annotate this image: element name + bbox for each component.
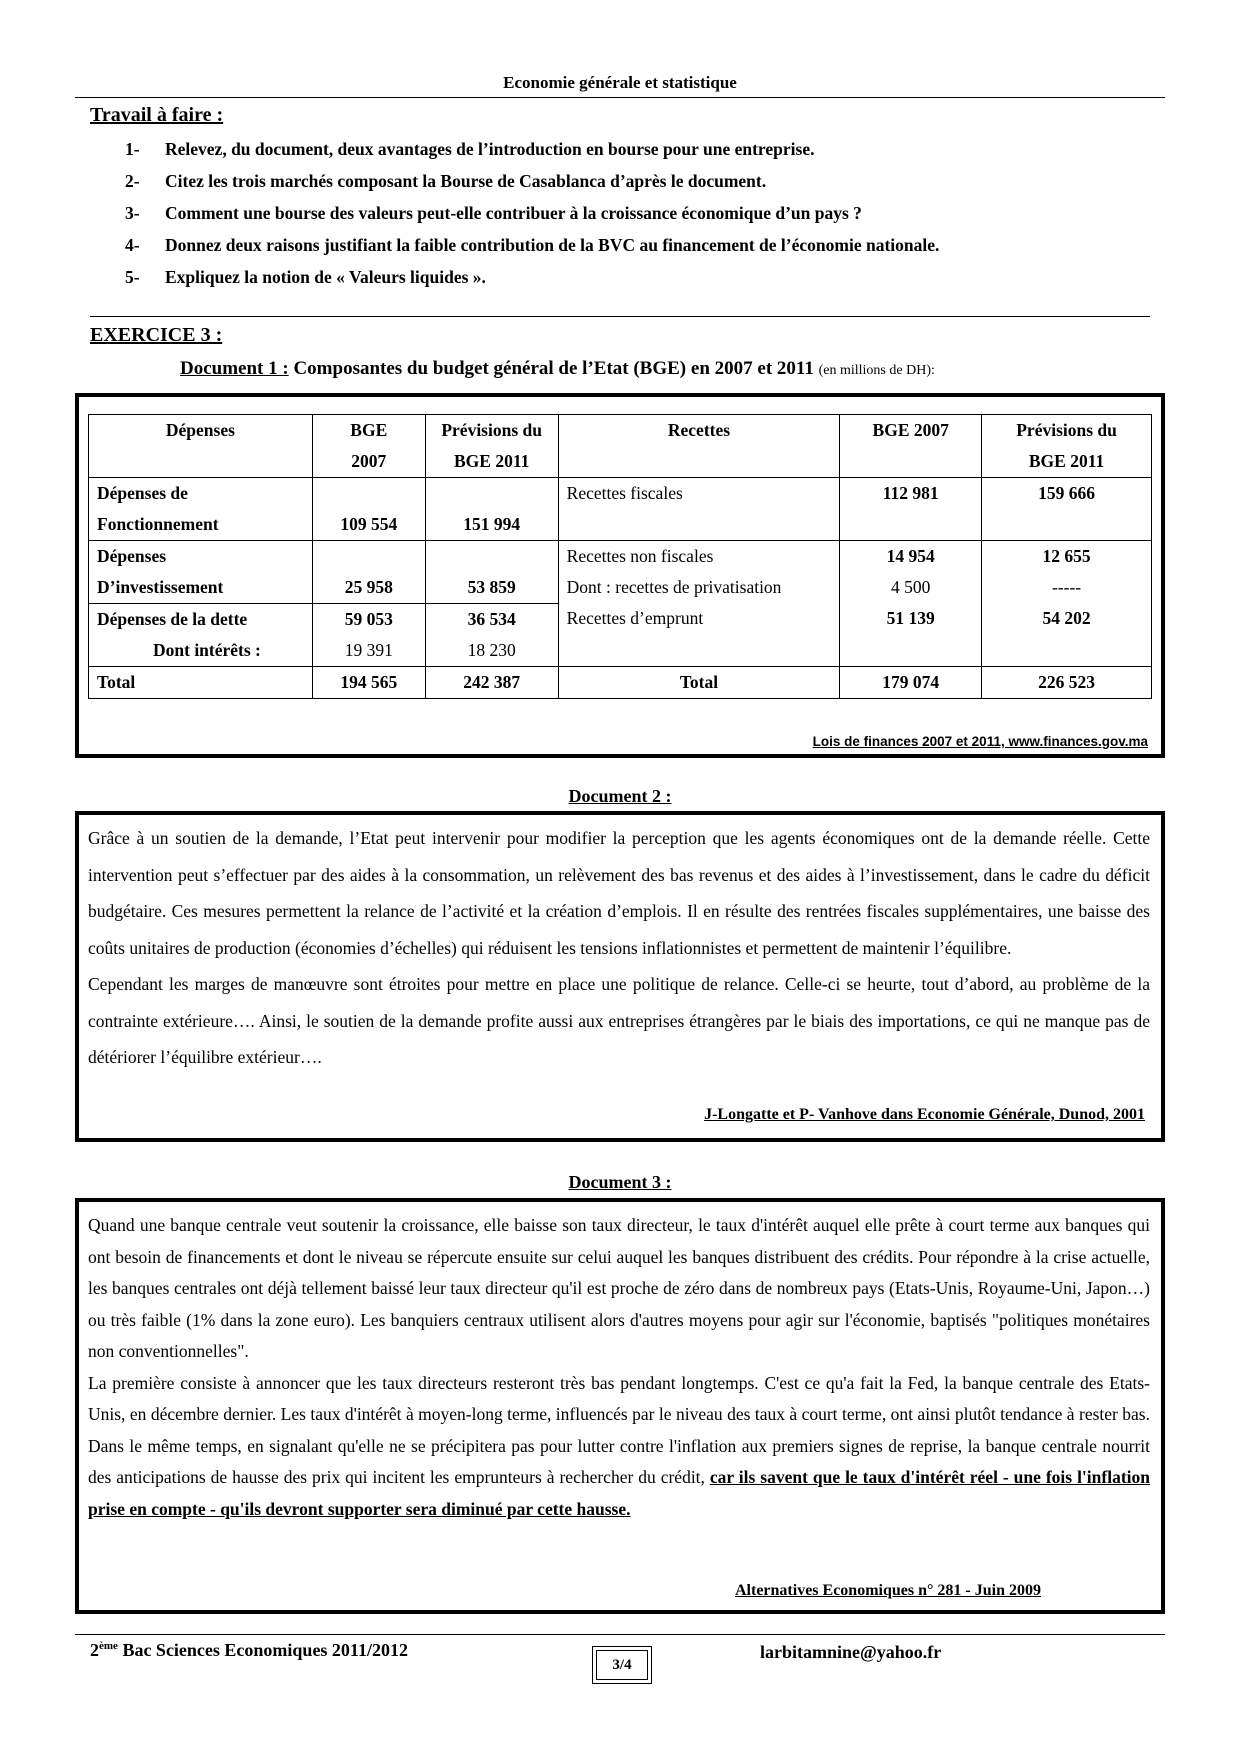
footer-grade: 2ème Bac Sciences Economiques 2011/2012	[90, 1640, 408, 1660]
task-item: 2- Citez les trois marchés composant la Bourse de Casablanca d’après le document.	[125, 171, 767, 191]
doc2-body	[88, 820, 1150, 1076]
header-r-prev2011: Prévisions du BGE 2011	[982, 415, 1152, 478]
recettes-nonfiscales-group: Recettes non fiscales Dont : recettes de privatisation Recettes d’emprunt	[558, 541, 840, 667]
exercice-title: EXERCICE 3 :	[90, 324, 223, 346]
header-r-bge2007: BGE 2007	[840, 415, 982, 478]
table-header-row	[89, 415, 1152, 478]
footer-email: larbitamnine@yahoo.fr	[760, 1642, 942, 1662]
doc2-title: Document 2 :	[568, 786, 672, 806]
budget-table	[88, 414, 1152, 699]
doc3-body	[88, 1210, 1150, 1525]
task-item: 5- Expliquez la notion de « Valeurs liquides ».	[125, 267, 486, 287]
row-label-investissement: Dépenses D’investissement	[89, 541, 313, 604]
page-number: 3/4	[592, 1646, 652, 1684]
footer-divider	[75, 1634, 1165, 1635]
task-list	[125, 133, 1165, 293]
cell-value: 36 534 18 230	[425, 604, 558, 667]
cell-value: 226 523	[982, 667, 1152, 699]
cell-value: 194 565	[312, 667, 425, 699]
recettes-2007-group: 14 954 4 500 51 139	[840, 541, 982, 667]
cell-value: 59 053 19 391	[312, 604, 425, 667]
header-recettes: Recettes	[558, 415, 840, 478]
doc1-source: Lois de finances 2007 et 2011, www.finances.gov.ma	[812, 734, 1148, 749]
doc3-source: Alternatives Economiques n° 281 - Juin 2009	[735, 1582, 1041, 1599]
page-header-title: Economie générale et statistique	[503, 73, 737, 92]
task-item: 1- Relevez, du document, deux avantages de l’introduction en bourse pour une entreprise.	[125, 139, 815, 159]
recettes-2011-group: 12 655 ----- 54 202	[982, 541, 1152, 667]
section-divider	[90, 316, 1150, 317]
row-label-recettes-fiscales: Recettes fiscales	[558, 478, 840, 541]
task-item: 4- Donnez deux raisons justifiant la faible contribution de la BVC au financement de l’économie nationale.	[125, 235, 940, 255]
table-total-row	[89, 667, 1152, 699]
header-depenses: Dépenses	[89, 415, 313, 478]
row-label-dette: Dépenses de la dette Dont intérêts :	[89, 604, 313, 667]
doc2-paragraph: Grâce à un soutien de la demande, l’Etat peut intervenir pour modifier la perception que les agents économiques ont de la demande réelle. Cette intervention peut s’effectuer par des aides à la consommation, un relèvement des bas revenus et des aides à l’investissement, dans le cadre du déficit budgétaire. Ces mesures permettent la relance de l’activité et la création d’emplois. Il en résulte des rentrées fiscales supplémentaires, une baisse des coûts unitaires de production (économies d’échelles) qui réduisent les tensions inflationnistes et permettent de maintenir l’équilibre.	[88, 828, 1150, 958]
task-item: 3- Comment une bourse des valeurs peut-elle contribuer à la croissance économique d’un pays ?	[125, 203, 862, 223]
cell-value: 25 958	[312, 541, 425, 604]
doc3-title: Document 3 :	[568, 1172, 672, 1192]
cell-value: 53 859	[425, 541, 558, 604]
total-label-recettes: Total	[558, 667, 840, 699]
doc1-title: Document 1 : Composantes du budget général de l’Etat (BGE) en 2007 et 2011 (en millions de DH):	[180, 358, 935, 379]
table-row	[89, 541, 1152, 604]
table-row	[89, 478, 1152, 541]
header-divider	[75, 97, 1165, 98]
cell-value: 112 981	[840, 478, 982, 541]
header-bge2007: BGE 2007	[312, 415, 425, 478]
cell-value: 242 387	[425, 667, 558, 699]
travail-title: Travail à faire :	[90, 104, 224, 126]
cell-value: 109 554	[312, 478, 425, 541]
doc3-paragraph: La première consiste à annoncer que les taux directeurs resteront très bas pendant longtemps. C'est ce qu'a fait la Fed, la banque centrale des Etats-Unis, en décembre dernier. Les taux d'intérêt à moyen-long terme, influencés par le niveau des taux à court terme, ont ainsi plutôt tendance à rester bas. Dans le même temps, en signalant qu'elle ne se précipitera pas pour lutter contre l'inflation aux premiers signes de reprise, la banque centrale nourrit des anticipations de hausse des prix qui incitent les emprunteurs à rechercher du crédit, car ils savent que le taux d'intérêt réel - une fois l'inflation prise en compte - qu'ils devront supporter sera diminué par cette hausse.	[88, 1372, 1150, 1519]
total-label-depenses: Total	[89, 667, 313, 699]
doc2-source: J-Longatte et P- Vanhove dans Economie Générale, Dunod, 2001	[704, 1106, 1145, 1123]
cell-value: 151 994	[425, 478, 558, 541]
doc2-paragraph: Cependant les marges de manœuvre sont étroites pour mettre en place une politique de relance. Celle-ci se heurte, tout d’abord, au problème de la contrainte extérieure…. Ainsi, le soutien de la demande profite aussi aux entreprises étrangères par le biais des importations, ce qui ne manque pas de détériorer l’équilibre extérieur….	[88, 974, 1150, 1067]
cell-value: 179 074	[840, 667, 982, 699]
cell-value: 159 666	[982, 478, 1152, 541]
header-prev2011: Prévisions du BGE 2011	[425, 415, 558, 478]
doc3-paragraph: Quand une banque centrale veut soutenir la croissance, elle baisse son taux directeur, le taux d'intérêt auquel elle prête à court terme aux banques qui ont besoin de financements et dont le niveau se répercute ensuite sur celui auquel les banques distribuent des crédits. Pour répondre à la crise actuelle, les banques centrales ont déjà tellement baissé leur taux directeur qu'il est proche de zéro dans de nombreux pays (Etats-Unis, Royaume-Uni, Japon…) ou très faible (1% dans la zone euro). Les banquiers centraux utilisent alors d'autres moyens pour agir sur l'économie, baptisés "politiques monétaires non conventionnelles".	[88, 1215, 1150, 1361]
row-label-fonctionnement: Dépenses de Fonctionnement	[89, 478, 313, 541]
